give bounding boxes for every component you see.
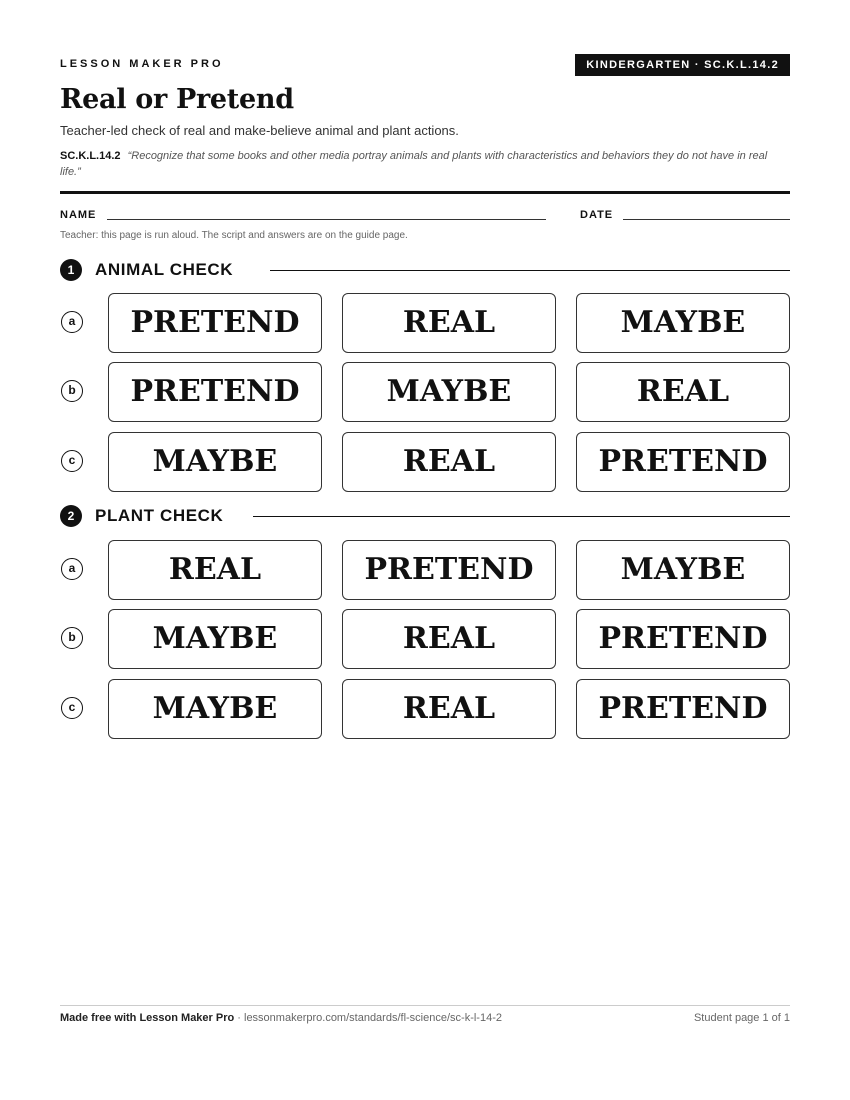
answer-choice[interactable]: MAYBE xyxy=(108,679,322,739)
row-letter-badge: b xyxy=(61,380,83,402)
answer-choice[interactable]: REAL xyxy=(576,362,790,422)
standard-text: “Recognize that some books and other media portray animals and plants with characteristics and behaviors they do not have in real life.” xyxy=(60,150,768,178)
name-date-row xyxy=(60,207,790,223)
answer-choice[interactable]: REAL xyxy=(342,293,556,353)
answer-choice[interactable]: MAYBE xyxy=(342,362,556,422)
answer-choice[interactable]: REAL xyxy=(342,609,556,669)
section-number: 2 xyxy=(60,505,82,527)
row-letter-badge: c xyxy=(61,697,83,719)
top-bar xyxy=(60,54,790,78)
grade-standard-badge: KINDERGARTEN · SC.K.L.14.2 xyxy=(575,54,790,76)
footer-separator: · xyxy=(234,1012,244,1024)
question-row xyxy=(60,362,790,422)
answer-choice[interactable]: PRETEND xyxy=(576,609,790,669)
section-title: PLANT CHECK xyxy=(95,506,224,525)
footer-credit: Made free with Lesson Maker Pro xyxy=(60,1012,235,1024)
row-letter-badge: a xyxy=(61,558,83,580)
answer-choice[interactable]: PRETEND xyxy=(576,679,790,739)
page-number: Student page 1 of 1 xyxy=(693,1012,790,1024)
date-field[interactable] xyxy=(623,219,790,220)
row-letter-badge: c xyxy=(61,450,83,472)
footer xyxy=(60,1012,790,1024)
date-label: DATE xyxy=(580,209,614,221)
standard-description xyxy=(60,148,790,180)
answer-choice[interactable]: REAL xyxy=(342,679,556,739)
section-header-plant-check xyxy=(60,505,790,527)
answer-choice[interactable]: PRETEND xyxy=(576,432,790,492)
section-title: ANIMAL CHECK xyxy=(95,260,234,279)
name-label: NAME xyxy=(60,209,97,221)
answer-choice[interactable]: MAYBE xyxy=(576,293,790,353)
section-divider xyxy=(253,516,790,517)
question-row xyxy=(60,679,790,739)
section-header-animal-check xyxy=(60,259,790,281)
brand-name: LESSON MAKER PRO xyxy=(60,58,224,70)
section-divider xyxy=(270,270,790,271)
page-title: Real or Pretend xyxy=(60,84,294,115)
answer-choice[interactable]: PRETEND xyxy=(342,540,556,600)
page-subtitle: Teacher-led check of real and make-believe animal and plant actions. xyxy=(60,123,459,138)
question-row xyxy=(60,540,790,600)
answer-choice[interactable]: MAYBE xyxy=(576,540,790,600)
header-divider xyxy=(60,191,790,194)
answer-choice[interactable]: PRETEND xyxy=(108,362,322,422)
answer-choice[interactable]: PRETEND xyxy=(108,293,322,353)
row-letter-badge: b xyxy=(61,627,83,649)
row-letter-badge: a xyxy=(61,311,83,333)
question-row xyxy=(60,609,790,669)
standard-code: SC.K.L.14.2 xyxy=(60,150,121,162)
footer-divider xyxy=(60,1005,790,1006)
name-field[interactable] xyxy=(107,219,546,220)
teacher-note: Teacher: this page is run aloud. The script and answers are on the guide page. xyxy=(60,230,408,241)
answer-choice[interactable]: REAL xyxy=(342,432,556,492)
answer-choice[interactable]: MAYBE xyxy=(108,432,322,492)
question-row xyxy=(60,293,790,353)
question-row xyxy=(60,432,790,492)
answer-choice[interactable]: REAL xyxy=(108,540,322,600)
footer-url[interactable]: lessonmakerpro.com/standards/fl-science/sc-k-l-14-2 xyxy=(244,1012,502,1024)
section-number: 1 xyxy=(60,259,82,281)
answer-choice[interactable]: MAYBE xyxy=(108,609,322,669)
